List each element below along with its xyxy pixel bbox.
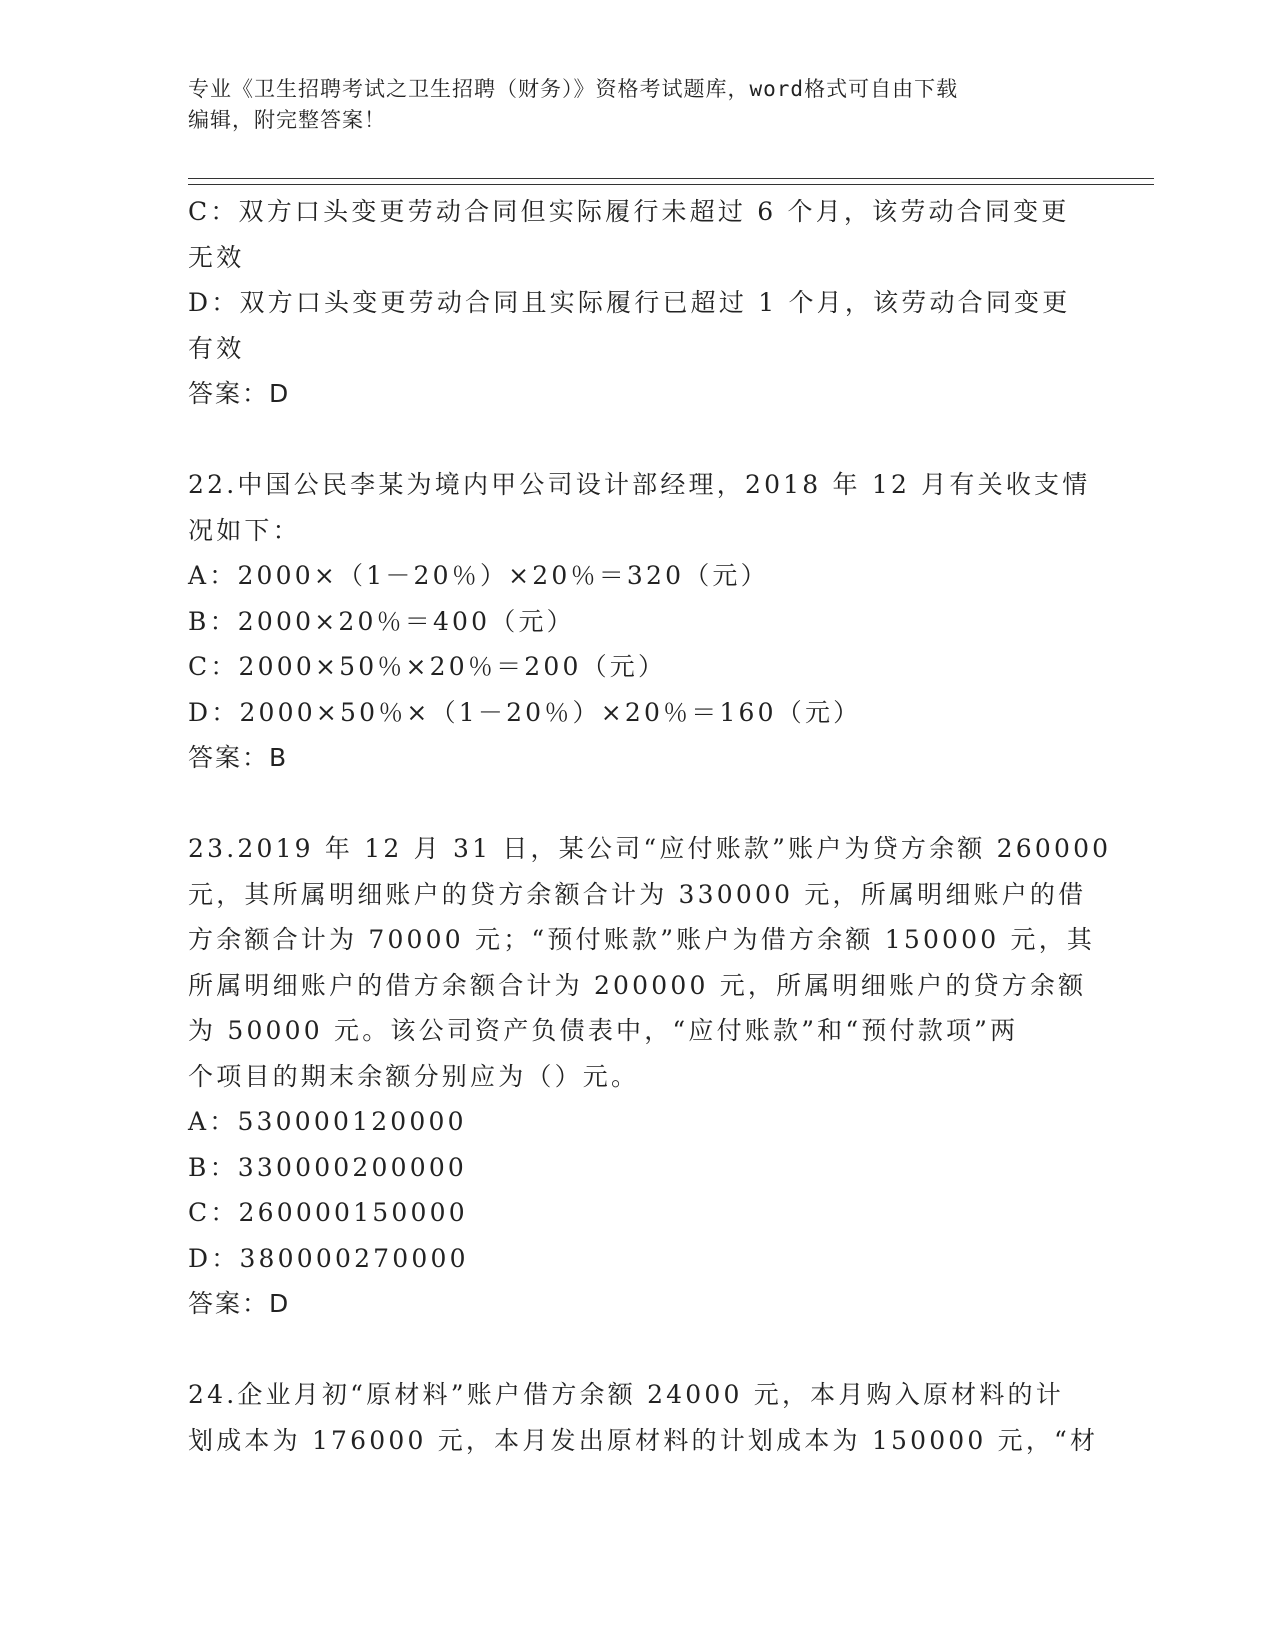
- q23-stem-line5: 为 50000 元。该公司资产负债表中，“应付账款”和“预付款项”两: [188, 1016, 1019, 1045]
- question-23: [188, 826, 1112, 1327]
- q22-answer: 答案：B: [188, 743, 289, 772]
- q23-stem-line6: 个项目的期末余额分别应为（）元。: [188, 1061, 640, 1091]
- header-line-1: 专业《卫生招聘考试之卫生招聘（财务）》资格考试题库，word格式可自由下载: [188, 77, 959, 101]
- q22-stem-line1: 22.中国公民李某为境内甲公司设计部经理，2018 年 12 月有关收支情: [188, 470, 1091, 499]
- q23-option-d: D：380000270000: [188, 1243, 469, 1273]
- document-body: [188, 189, 1112, 1463]
- q24-stem-line2: 划成本为 176000 元，本月发出原材料的计划成本为 150000 元，“材: [188, 1425, 1099, 1455]
- q23-option-a: A：530000120000: [188, 1107, 467, 1136]
- q23-option-b: B：330000200000: [188, 1152, 468, 1182]
- spacer: [188, 1327, 1088, 1373]
- q21-answer: 答案：D: [188, 379, 291, 408]
- question-21-tail: [188, 189, 1088, 417]
- q21-option-d-line2: 有效: [188, 333, 245, 363]
- q22-stem-line2: 况如下：: [188, 515, 301, 545]
- q21-option-c-line1: C：双方口头变更劳动合同但实际履行未超过 6 个月，该劳动合同变更: [188, 197, 1070, 226]
- question-24: [188, 1372, 1099, 1463]
- header-divider: [188, 178, 1154, 185]
- q23-stem-line3: 方余额合计为 70000 元；“预付账款”账户为借方余额 150000 元，其: [188, 925, 1096, 954]
- spacer: [188, 417, 1088, 463]
- q21-option-d-line1: D：双方口头变更劳动合同且实际履行已超过 1 个月，该劳动合同变更: [188, 288, 1071, 317]
- q21-option-c-line2: 无效: [188, 242, 245, 272]
- q22-option-a: A：2000×（1－20％）×20％＝320（元）: [188, 561, 769, 590]
- q22-option-d: D：2000×50％×（1－20％）×20％＝160（元）: [188, 697, 862, 727]
- page-header: [188, 74, 1068, 136]
- q23-answer: 答案：D: [188, 1289, 291, 1318]
- q23-option-c: C：260000150000: [188, 1198, 468, 1227]
- header-line-2: 编辑，附完整答案！: [188, 108, 386, 132]
- q24-stem-line1: 24.企业月初“原材料”账户借方余额 24000 元，本月购入原材料的计: [188, 1380, 1064, 1409]
- q22-option-c: C：2000×50％×20％＝200（元）: [188, 652, 667, 681]
- q23-stem-line2: 元，其所属明细账户的贷方余额合计为 330000 元，所属明细账户的借: [188, 879, 1087, 909]
- q23-stem-line1: 23.2019 年 12 月 31 日，某公司“应付账款”账户为贷方余额 260000: [188, 834, 1112, 863]
- question-22: [188, 462, 1091, 781]
- q23-stem-line4: 所属明细账户的借方余额合计为 200000 元，所属明细账户的贷方余额: [188, 970, 1087, 1000]
- spacer: [188, 781, 1088, 827]
- q22-option-b: B：2000×20％＝400（元）: [188, 606, 575, 636]
